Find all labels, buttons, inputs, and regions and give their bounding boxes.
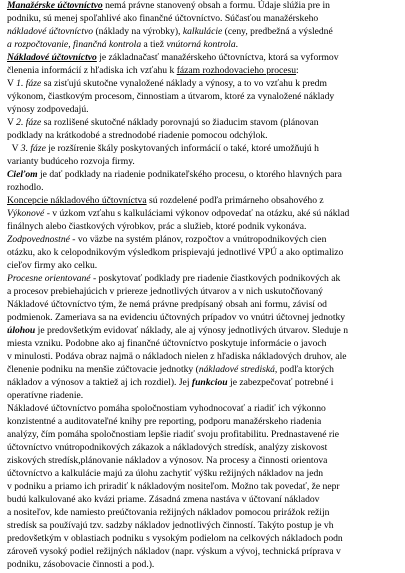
text-run: predovšetkým v oblastiach podniku s vysokým podielom na celkových nákladoch podn <box>7 533 343 544</box>
text-run: finálnych alebo čiastkových výrobkov, prác a služieb, ktoré podnik vykonáva. <box>7 221 307 232</box>
text-run: členenie podniku na menšie zúčtovacie jednotky ( <box>7 364 199 375</box>
text-line <box>7 130 268 142</box>
text-run: nemá právne stanovený obsah a formu. Údaje slúžia pre in <box>102 0 330 11</box>
text-line <box>7 13 321 25</box>
text-run: podklady na krátkodobé a strednodobé riadenie pomocou odchýlok. <box>7 130 268 141</box>
text-run: varianty budúceho rozvoja firmy. <box>7 156 135 167</box>
text-run: 1. fáze <box>16 78 42 89</box>
text-run: Koncepcie nákladového účtovníctva <box>7 195 147 206</box>
text-line <box>7 91 334 103</box>
text-line <box>7 351 347 363</box>
text-line <box>7 403 326 415</box>
text-run: V <box>7 78 17 89</box>
text-run: a tiež <box>141 39 167 50</box>
text-run: a rozpočtovanie, finančná kontrola <box>7 39 142 50</box>
text-line <box>7 390 83 402</box>
text-run: miesta vzniku. Podobne ako aj finančné účtovníctvo poskytuje informácie o javoch <box>7 338 327 349</box>
text-run: , podľa ktorých <box>274 364 334 375</box>
text-run: podmienok. Zameriava sa na evidenciu účtovných prípadov vo vnútri účtovnej jednotky <box>7 312 346 323</box>
text-run: je dať podklady na riadenie podnikateľského procesu, o ktorého hlavných para <box>37 169 342 180</box>
text-line <box>7 221 306 233</box>
text-run: otázku, ako k celopodnikovým výsledkom prispievajú jednotlivé VPÚ a ako optimalizo <box>7 247 344 258</box>
text-run: operatívne riadenie. <box>7 390 84 401</box>
text-run: - vo väzbe na systém plánov, rozpočtov a vnútropodnikových cien <box>69 234 327 245</box>
text-line <box>7 195 324 207</box>
text-run: je predovšetkým evidovať náklady, ale aj výnosy jednotlivých útvarov. Sleduje n <box>35 325 348 336</box>
text-run: výnosy zodpovedajú. <box>7 104 89 115</box>
text-line <box>7 442 327 454</box>
text-run: vnútorná kontrola <box>166 39 236 50</box>
text-line <box>7 156 135 168</box>
text-run: Výkonové <box>7 208 45 219</box>
text-run: členenia informácií z hľadiska ich vzťahu k <box>7 65 177 76</box>
text-run: (náklady na výrobky), <box>93 26 183 37</box>
text-run: Manažérske účtovníctvo <box>7 0 103 11</box>
text-line <box>7 117 319 129</box>
text-line <box>7 182 44 194</box>
text-run: V <box>7 117 17 128</box>
text-run: Cieľom <box>7 169 38 180</box>
text-line <box>7 455 327 467</box>
text-line <box>7 247 343 259</box>
text-line <box>7 559 154 571</box>
text-run: a procesov prebiehajúcich v priereze jednotlivých útvarov a v nich uskutočňovaný <box>7 286 323 297</box>
text-run: : <box>296 65 299 76</box>
text-line <box>7 494 319 506</box>
text-line <box>7 26 333 38</box>
text-line <box>7 429 339 441</box>
text-line <box>7 208 349 220</box>
text-run: fázam rozhodovacieho procesu <box>176 65 297 76</box>
text-run: nákladov a výnosov a taktiež aj ich rozdiel). Jej <box>7 377 192 388</box>
text-line <box>7 260 97 272</box>
text-run: funkciou <box>191 377 228 388</box>
text-run: (ceny, predbežná a výsledné <box>222 26 333 37</box>
text-run: Nákladové účtovníctvo pomáha spoločnostiam vyhodnocovať a riadiť ich výkonno <box>7 403 326 414</box>
text-run: je rozšírenie škály poskytovaných informácií o také, ktoré umožňujú h <box>45 143 319 154</box>
text-line <box>7 65 299 77</box>
text-run: nákladové strediská <box>198 364 275 375</box>
text-line <box>7 169 342 181</box>
text-run: sa zisťujú skutočne vynaložené náklady a výnosy, a to vo vzťahu k predm <box>41 78 327 89</box>
text-run: nákladové účtovníctvo <box>7 26 94 37</box>
text-line <box>7 468 323 480</box>
text-line <box>7 273 340 285</box>
text-line <box>7 520 334 532</box>
text-line <box>7 234 326 246</box>
text-line <box>7 546 341 558</box>
text-run: konzistentné a auditovateľné knihy pre reporting, podporu manažérskeho riadenia <box>7 416 322 427</box>
text-line <box>7 416 321 428</box>
text-line <box>7 52 339 64</box>
text-run: Procesne orientované <box>7 273 91 284</box>
text-run: sú rozdelené podľa primárneho obsahového z <box>146 195 324 206</box>
text-run: účtovníctvo a kalkulácie majú za úlohu zachytiť výšku režijných nákladov na jedn <box>7 468 324 479</box>
text-run: Zodpovednostné <box>7 234 70 245</box>
text-line <box>7 104 89 116</box>
text-line <box>7 481 340 493</box>
text-run: je základnačasť manažérskeho účtovníctva, ktorá sa vyformov <box>96 52 339 63</box>
text-run: kalkulácie <box>182 26 223 37</box>
text-run: cieľov firmy ako celku. <box>7 260 98 271</box>
text-line <box>7 377 333 389</box>
text-line <box>7 338 326 350</box>
text-run: úlohou <box>7 325 36 336</box>
text-run: budú kalkulované ako kvázi priame. Zásadná zmena nastáva v účtovaní nákladov <box>7 494 320 505</box>
text-run: podniku, sú menej spoľahlivé ako finančné účtovníctvo. Súčasťou manažérskeho <box>7 13 321 24</box>
text-run: a nositeľov, kde namiesto preúčtovania režijných nákladov pomocou prirážok režijn <box>7 507 330 518</box>
text-run: výkonom, čiastkovým procesom, činnostiam a útvarom, ktoré za vynaložené náklady <box>7 91 335 102</box>
text-run: sa rozlišené skutočné náklady porovnajú so žiaducim stavom (plánovan <box>41 117 319 128</box>
text-line <box>7 78 327 90</box>
text-line <box>7 39 238 51</box>
text-line <box>7 364 334 376</box>
text-run: 2. fáze <box>16 117 42 128</box>
text-run: analýzy, čím pomáha spoločnostiam lepšie riadiť svoju profitabilitu. Prednastavené rie <box>7 429 339 440</box>
text-run: Nákladové účtovníctvo tým, že nemá právne predpísaný obsah ani formu, závisí od <box>7 299 327 310</box>
text-line <box>7 143 319 155</box>
text-line <box>7 312 345 324</box>
text-line <box>7 533 343 545</box>
text-run: stredísk sa používajú tzv. sadzby nákladov jednotlivých činností. Takýto postup je vh <box>7 520 334 531</box>
text-run: podniku, zásobovacie činnosti a pod.). <box>7 559 155 570</box>
text-line <box>7 507 329 519</box>
text-run: 3. fáze <box>20 143 46 154</box>
text-run: je zabezpečovať potrebné i <box>227 377 334 388</box>
text-run: účtovníctvo vnútropodnikových zákazok a nákladových stredísk, analýzy ziskovost <box>7 442 328 453</box>
text-line <box>7 325 348 337</box>
text-run: - v úzkom vzťahu s kalkuláciami výkonov odpovedať na otázku, aké sú náklad <box>44 208 350 219</box>
text-run: - poskytovať podklady pre riadenie čiastkových podnikových ak <box>90 273 341 284</box>
text-line <box>7 0 330 12</box>
text-run: v minulosti. Podáva obraz najmä o nákladoch nielen z hľadiska nákladových druhov, ale <box>7 351 347 362</box>
text-run: . <box>235 39 239 50</box>
text-run: rozhodlo. <box>7 182 44 193</box>
text-line <box>7 299 327 311</box>
text-run: zároveň vysoký podiel režijných nákladov (napr. výskum a vývoj, technická príprava v <box>7 546 341 557</box>
text-line <box>7 286 323 298</box>
text-run: V <box>7 143 21 154</box>
text-run: Nákladové účtovníctvo <box>7 52 97 63</box>
text-run: ziskových stredísk,plánovanie nákladov a výnosov. Na procesy a činnosti orientova <box>7 455 328 466</box>
text-run: v podniku a priamo ich priradiť k nákladovým nositeľom. Možno tak povedať, že nepr <box>7 481 340 492</box>
